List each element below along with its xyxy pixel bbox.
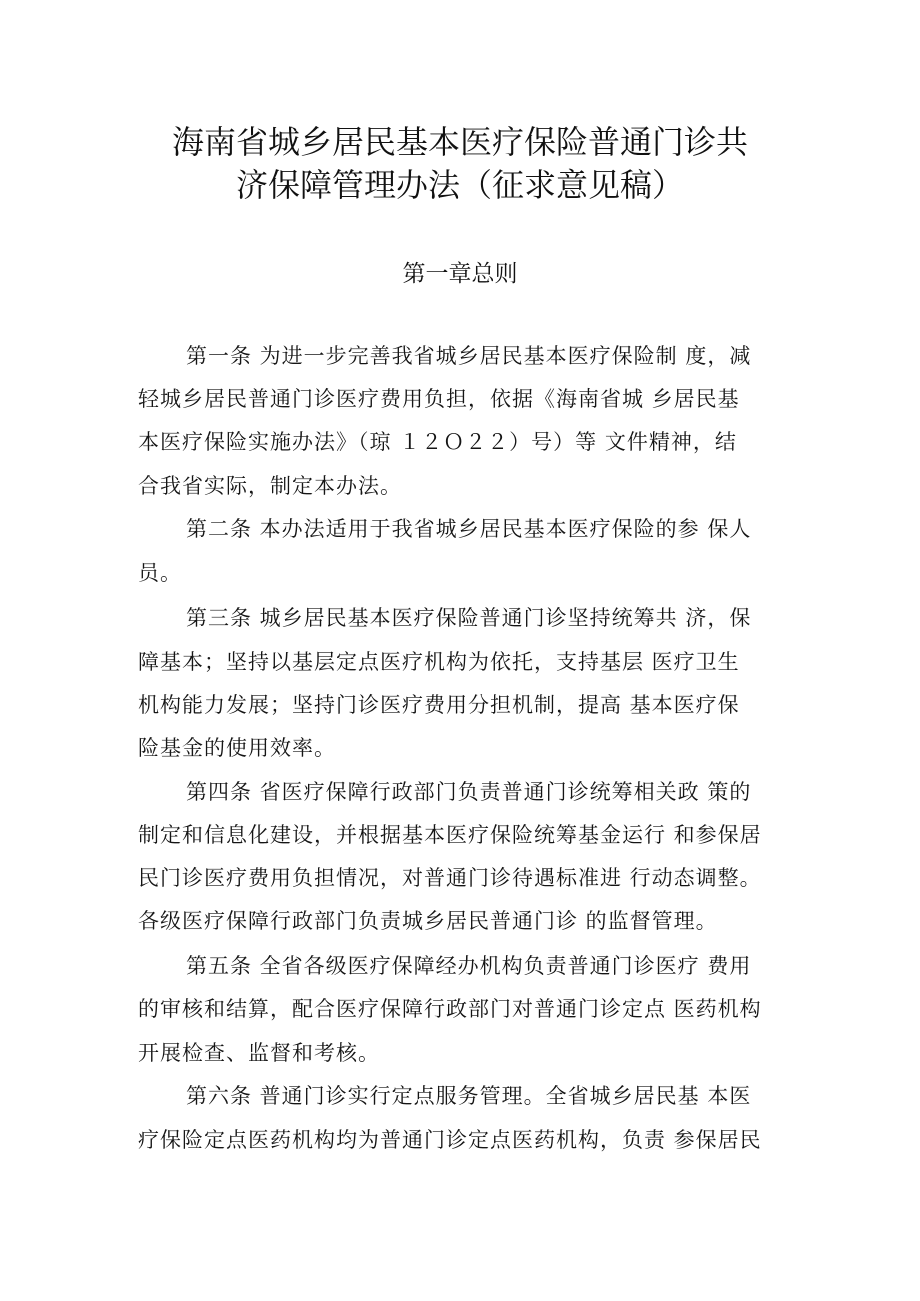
- article-5-line-3: 开展检查、监督和考核。: [138, 1041, 380, 1065]
- article-5-line-2: 的审核和结算，配合医疗保障行政部门对普通门诊定点 医药机构: [138, 997, 762, 1021]
- article-1-line-3: 本医疗保险实施办法》（琼 １２Ｏ２２）号）等 文件精神，结: [138, 430, 737, 454]
- document-title-line-2: 济保障管理办法（征求意见稿）: [235, 166, 684, 204]
- article-6-line-1: 第六条 普通门诊实行定点服务管理。全省城乡居民基 本医: [186, 1084, 752, 1108]
- article-2-line-2: 员。: [138, 561, 182, 585]
- article-4-line-2: 制定和信息化建设，并根据基本医疗保险统筹基金运行 和参保居: [138, 823, 762, 847]
- article-1-line-1: 第一条 为进一步完善我省城乡居民基本医疗保险制 度，减: [186, 344, 752, 368]
- article-4-line-4: 各级医疗保障行政部门负责城乡居民普通门诊 的监督管理。: [138, 909, 718, 933]
- document-title-line-1: 海南省城乡居民基本医疗保险普通门诊共: [171, 123, 748, 161]
- article-3-line-2: 障基本；坚持以基层定点医疗机构为依托，支持基层 医疗卫生: [138, 650, 740, 674]
- article-1-line-4: 合我省实际，制定本办法。: [138, 474, 402, 498]
- article-2-line-1: 第二条 本办法适用于我省城乡居民基本医疗保险的参 保人: [186, 517, 752, 541]
- article-3-line-3: 机构能力发展；坚持门诊医疗费用分担机制，提高 基本医疗保: [138, 693, 740, 717]
- article-3-line-1: 第三条 城乡居民基本医疗保险普通门诊坚持统筹共 济，保: [186, 606, 752, 630]
- article-5-line-1: 第五条 全省各级医疗保障经办机构负责普通门诊医疗 费用: [186, 954, 752, 978]
- article-6-line-2: 疗保险定点医药机构均为普通门诊定点医药机构，负责 参保居民: [138, 1128, 762, 1152]
- article-3-line-4: 险基金的使用效率。: [138, 736, 336, 760]
- article-4-line-3: 民门诊医疗费用负担情况，对普通门诊待遇标准进 行动态调整。: [138, 866, 762, 890]
- chapter-heading: 第一章总则: [402, 261, 518, 287]
- article-1-line-2: 轻城乡居民普通门诊医疗费用负担，依据《海南省城 乡居民基: [138, 387, 740, 411]
- article-4-line-1: 第四条 省医疗保障行政部门负责普通门诊统筹相关政 策的: [186, 780, 752, 804]
